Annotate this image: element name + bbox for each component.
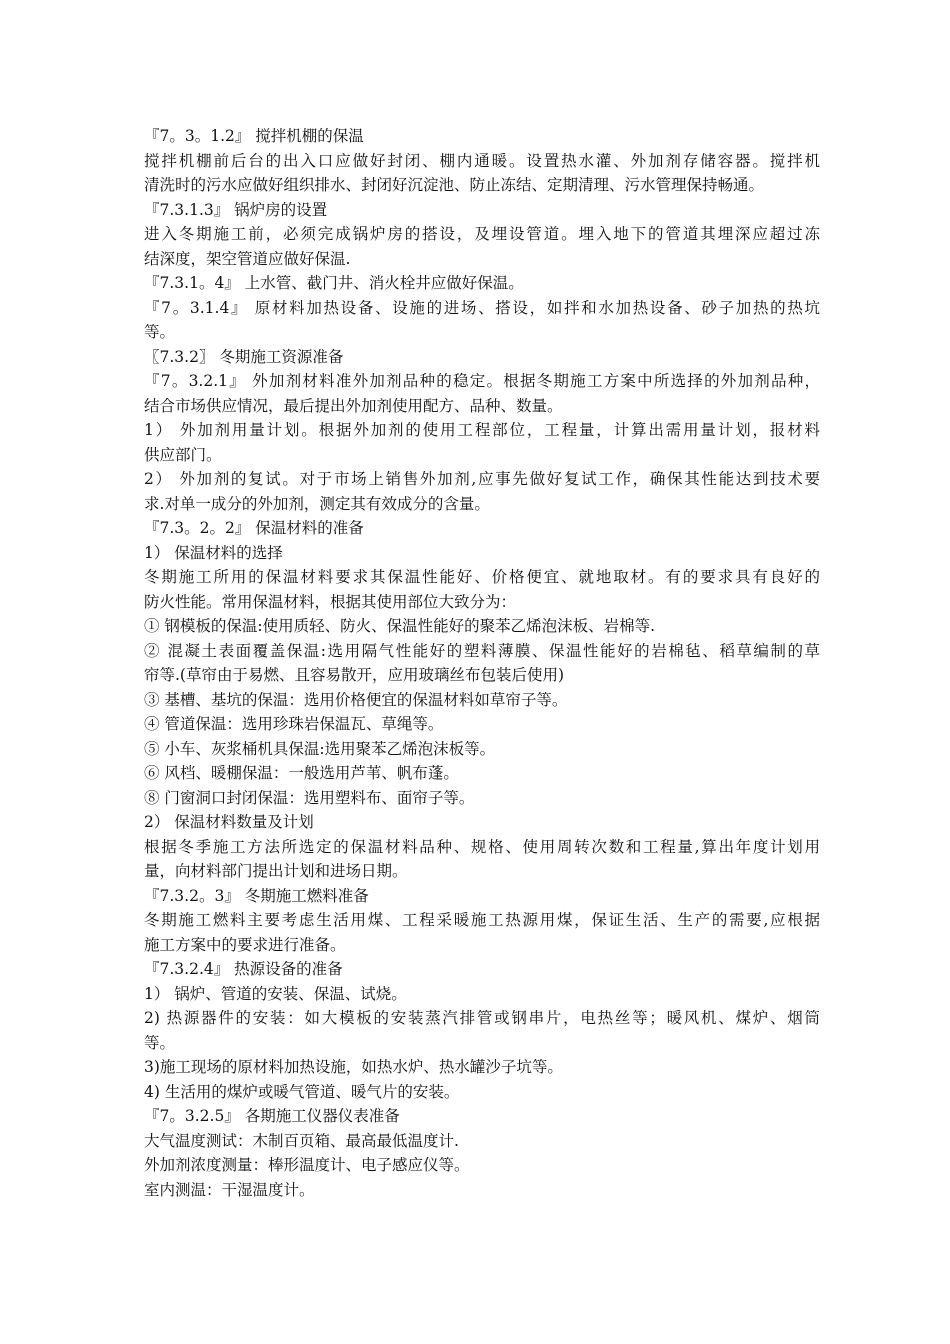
section-heading: 『7.3.1。4』 上水管、截门井、消火栓井应做好保温。 <box>144 274 524 292</box>
paragraph-line: 等。 <box>144 1033 176 1052</box>
list-item: ⑥ 风档、暖棚保温：一般选用芦苇、帆布蓬。 <box>144 764 459 782</box>
paragraph-line: 大气温度测试：木制百页箱、最高最低温度计. <box>144 1131 459 1150</box>
paragraph-line: 室内测温：干湿温度计。 <box>144 1180 315 1199</box>
paragraph-line: 等。 <box>144 323 176 341</box>
list-item: 1） 保温材料的选择 <box>144 543 283 562</box>
paragraph-line: 结深度，架空管道应做好保温. <box>144 249 351 268</box>
paragraph-line: 冬期施工所用的保温材料要求其保温性能好、价格便宜、就地取材。有的要求具有良好的 <box>144 568 820 586</box>
list-item: 2） 外加剂的复试。对于市场上销售外加剂,应事先做好复试工作，确保其性能达到技术要 <box>144 470 820 488</box>
paragraph-line: 根据冬季施工方法所选定的保温材料品种、规格、使用周转次数和工程量,算出年度计划用 <box>144 837 820 856</box>
paragraph-line: 清洗时的污水应做好组织排水、封闭好沉淀池、防止冻结、定期清理、污水管理保持畅通。 <box>144 176 765 194</box>
list-item: ① 钢模板的保温:使用质轻、防火、保温性能好的聚苯乙烯泡沫板、岩棉等. <box>144 617 656 635</box>
section-heading: 『7.3.2。3』 冬期施工燃料准备 <box>144 886 369 905</box>
section-heading: 〖7.3.2〗 冬期施工资源准备 <box>144 347 344 366</box>
section-heading: 『7.3。2。2』 保温材料的准备 <box>144 519 364 537</box>
section-heading: 『7。3.1.4』 原材料加热设备、设施的进场、搭设，如拌和水加热设备、砂子加热的热坑 <box>144 298 820 317</box>
paragraph-line: 求.对单一成分的外加剂，测定其有效成分的含量。 <box>144 494 490 513</box>
paragraph-line: 搅拌机棚前后台的出入口应做好封闭、棚内通暖。设置热水灌、外加剂存储容器。搅拌机 <box>144 151 820 170</box>
list-item: ④ 管道保温：选用珍珠岩保温瓦、草绳等。 <box>144 715 444 733</box>
section-heading: 『7。3。1.2』 搅拌机棚的保温 <box>144 127 364 145</box>
list-item: 2) 热源器件的安装：如大模板的安装蒸汽排管或钢串片，电热丝等；暖风机、煤炉、烟筒 <box>144 1009 820 1027</box>
list-item: ⑤ 小车、灰浆桶机具保温:选用聚苯乙烯泡沫板等。 <box>144 739 496 758</box>
section-heading: 『7.3.2.4』 热源设备的准备 <box>144 960 343 978</box>
list-item: 1） 锅炉、管道的安装、保温、试烧。 <box>144 984 407 1003</box>
document-body <box>144 124 820 1202</box>
paragraph-line: 结合市场供应情况，最后提出外加剂使用配方、品种、数量。 <box>144 396 563 415</box>
paragraph-line: 防火性能。常用保温材料，根据其使用部位大致分为： <box>144 592 517 611</box>
section-heading: 『7。3.2.5』 各期施工仪器仪表准备 <box>144 1107 400 1125</box>
list-item: ⑧ 门窗洞口封闭保温：选用塑料布、面帘子等。 <box>144 788 475 807</box>
list-item: 4) 生活用的煤炉或暖气管道、暖气片的安装。 <box>144 1082 460 1101</box>
list-item: 3)施工现场的原材料加热设施，如热水炉、热水罐沙子坑等。 <box>144 1058 563 1076</box>
list-item: ② 混凝土表面覆盖保温:选用隔气性能好的塑料薄膜、保温性能好的岩棉毡、稻草编制的草 <box>144 641 820 660</box>
paragraph-line: 供应部门。 <box>144 445 222 464</box>
paragraph-line: 量，向材料部门提出计划和进场日期。 <box>144 862 408 880</box>
paragraph-line: 冬期施工燃料主要考虑生活用煤、工程采暖施工热源用煤，保证生活、生产的需要,应根据 <box>144 911 820 929</box>
section-heading: 『7.3.1.3』 锅炉房的设置 <box>144 200 328 219</box>
section-heading: 『7。3.2.1』 外加剂材料准外加剂品种的稳定。根据冬期施工方案中所选择的外加剂品种， <box>144 372 820 390</box>
paragraph-line: 进入冬期施工前，必须完成锅炉房的搭设，及埋设管道。埋入地下的管道其埋深应超过冻 <box>144 225 820 243</box>
list-item: 2） 保温材料数量及计划 <box>144 813 314 831</box>
paragraph-line: 帘等.(草帘由于易燃、且容易散开，应用玻璃丝布包装后使用) <box>144 666 565 684</box>
list-item: ③ 基槽、基坑的保温：选用价格便宜的保温材料如草帘子等。 <box>144 690 568 709</box>
list-item: 1） 外加剂用量计划。根据外加剂的使用工程部位，工程量，计算出需用量计划，报材料 <box>144 421 820 439</box>
paragraph-line: 施工方案中的要求进行准备。 <box>144 935 346 954</box>
paragraph-line: 外加剂浓度测量：棒形温度计、电子感应仪等。 <box>144 1156 470 1174</box>
